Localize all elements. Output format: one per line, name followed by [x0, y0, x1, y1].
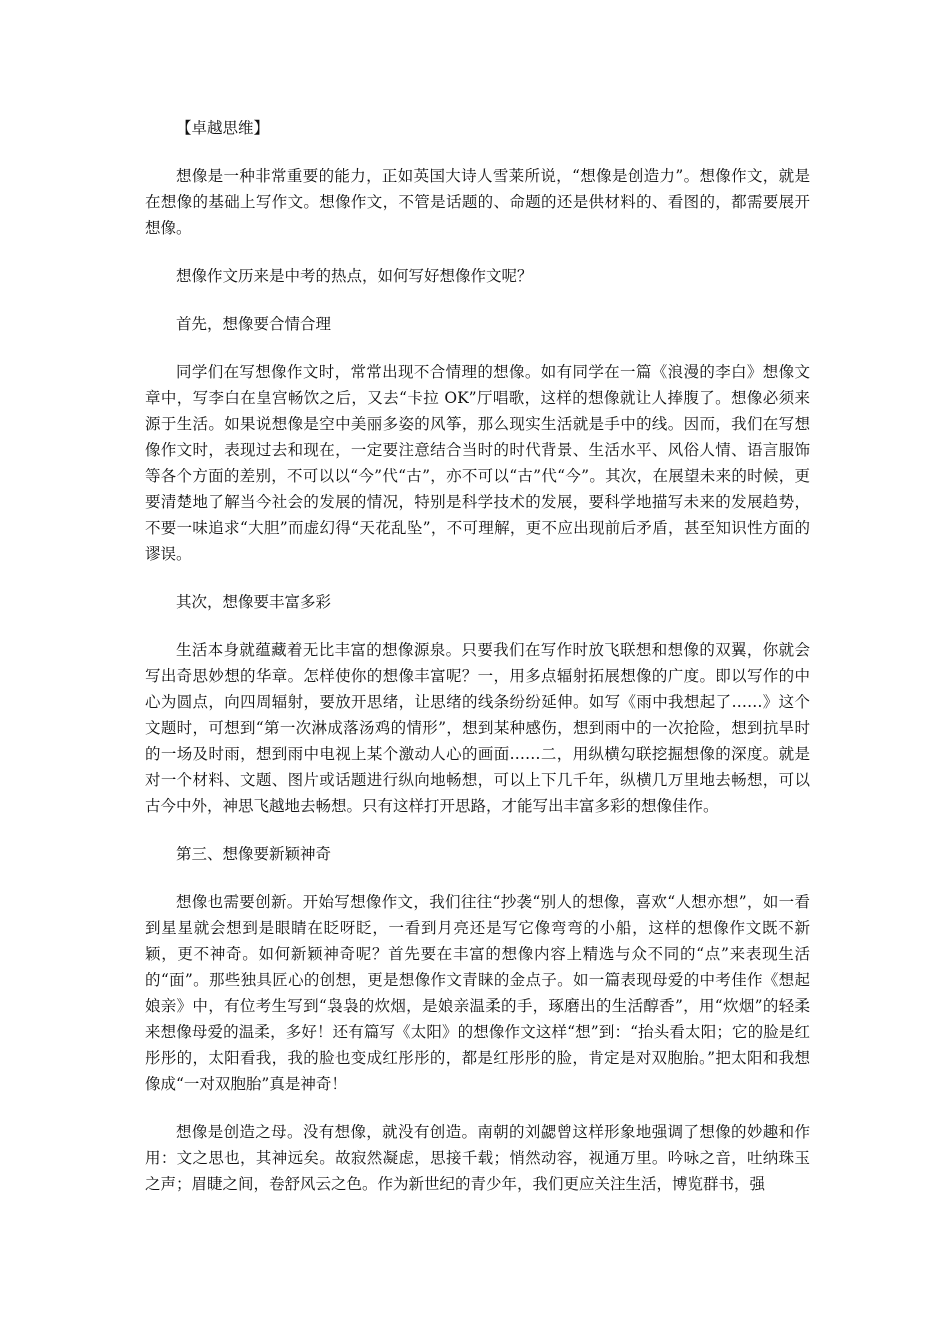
section-heading-rich: 其次，想像要丰富多彩: [176, 593, 332, 611]
document-title: 【卓越思维】: [176, 119, 270, 137]
section-body-novel: 想像也需要创新。开始写想像作文，我们往往“抄袭“别人的想像，喜欢“人想亦想”，如一看到星星就会想到是眼睛在眨呀眨，一看到月亮还是写它像弯弯的小船，这样的想像作文既不新颖，更不神奇。如何新颖神奇呢？首先要在丰富的想像内容上精选与众不同的“点”来表现生活的“面”。那些独具匠心的创想，更是想像作文青睐的金点子。如一篇表现母爱的中考佳作《想起娘亲》中，有位考生写到“袅袅的炊烟，是娘亲温柔的手，琢磨出的生活醇香”，用“炊烟”的轻柔来想像母爱的温柔，多好！还有篇写《太阳》的想像作文这样“想”到：“抬头看太阳；它的脸是红彤彤的，太阳看我，我的脸也变成红彤彤的，都是红彤彤的脸，肯定是对双胞胎。”把太阳和我想像成“一对双胞胎”真是神奇！: [145, 893, 810, 1093]
question-paragraph: 想像作文历来是中考的热点，如何写好想像作文呢？: [176, 267, 533, 285]
section-heading-novel: 第三、想像要新颖神奇: [176, 845, 332, 863]
section-body-reasonable: 同学们在写想像作文时，常常出现不合情理的想像。如有同学在一篇《浪漫的李白》想像文章中，写李白在皇宫畅饮之后，又去“卡拉 OK”厅唱歌，这样的想像就让人捧腹了。想像必须来源于生活。如果说想像是空中美丽多姿的风筝，那么现实生活就是手中的线。因而，我们在写想像作文时，表现过去和现在，一定要注意结合当时的时代背景、生活水平、风俗人情、语言服饰等各个方面的差别，不可以以“今”代“古”，亦不可以“古”代“今”。其次，在展望未来的时候，更要清楚地了解当今社会的发展的情况，特别是科学技术的发展，要科学地描写未来的发展趋势，不要一味追求“大胆”而虚幻得“天花乱坠”，不可理解，更不应出现前后矛盾，甚至知识性方面的谬误。: [145, 363, 810, 563]
closing-paragraph: 想像是创造之母。没有想像，就没有创造。南朝的刘勰曾这样形象地强调了想像的妙趣和作用：文之思也，其神远矣。故寂然凝虑，思接千载；悄然动容，视通万里。吟咏之音，吐纳珠玉之声；眉睫之间，卷舒风云之色。作为新世纪的青少年，我们更应关注生活，博览群书，强: [145, 1123, 810, 1193]
section-body-rich: 生活本身就蕴藏着无比丰富的想像源泉。只要我们在写作时放飞联想和想像的双翼，你就会写出奇思妙想的华章。怎样使你的想像丰富呢？一，用多点辐射拓展想像的广度。即以写作的中心为圆点，向四周辐射，要放开思绪，让思绪的线条纷纷延伸。如写《雨中我想起了……》这个文题时，可想到“第一次淋成落汤鸡的情形”，想到某种感伤，想到雨中的一次抢险，想到抗旱时的一场及时雨，想到雨中电视上某个激动人心的画面……二，用纵横勾联挖掘想像的深度。就是对一个材料、文题、图片或话题进行纵向地畅想，可以上下几千年，纵横几万里地去畅想，可以古今中外，神思飞越地去畅想。只有这样打开思路，才能写出丰富多彩的想像佳作。: [145, 641, 810, 815]
document-page: [145, 115, 810, 1219]
intro-paragraph: 想像是一种非常重要的能力，正如英国大诗人雪莱所说，“想像是创造力”。想像作文，就是在想像的基础上写作文。想像作文，不管是话题的、命题的还是供材料的、看图的，都需要展开想像。: [145, 167, 810, 237]
section-heading-reasonable: 首先，想像要合情合理: [176, 315, 332, 333]
